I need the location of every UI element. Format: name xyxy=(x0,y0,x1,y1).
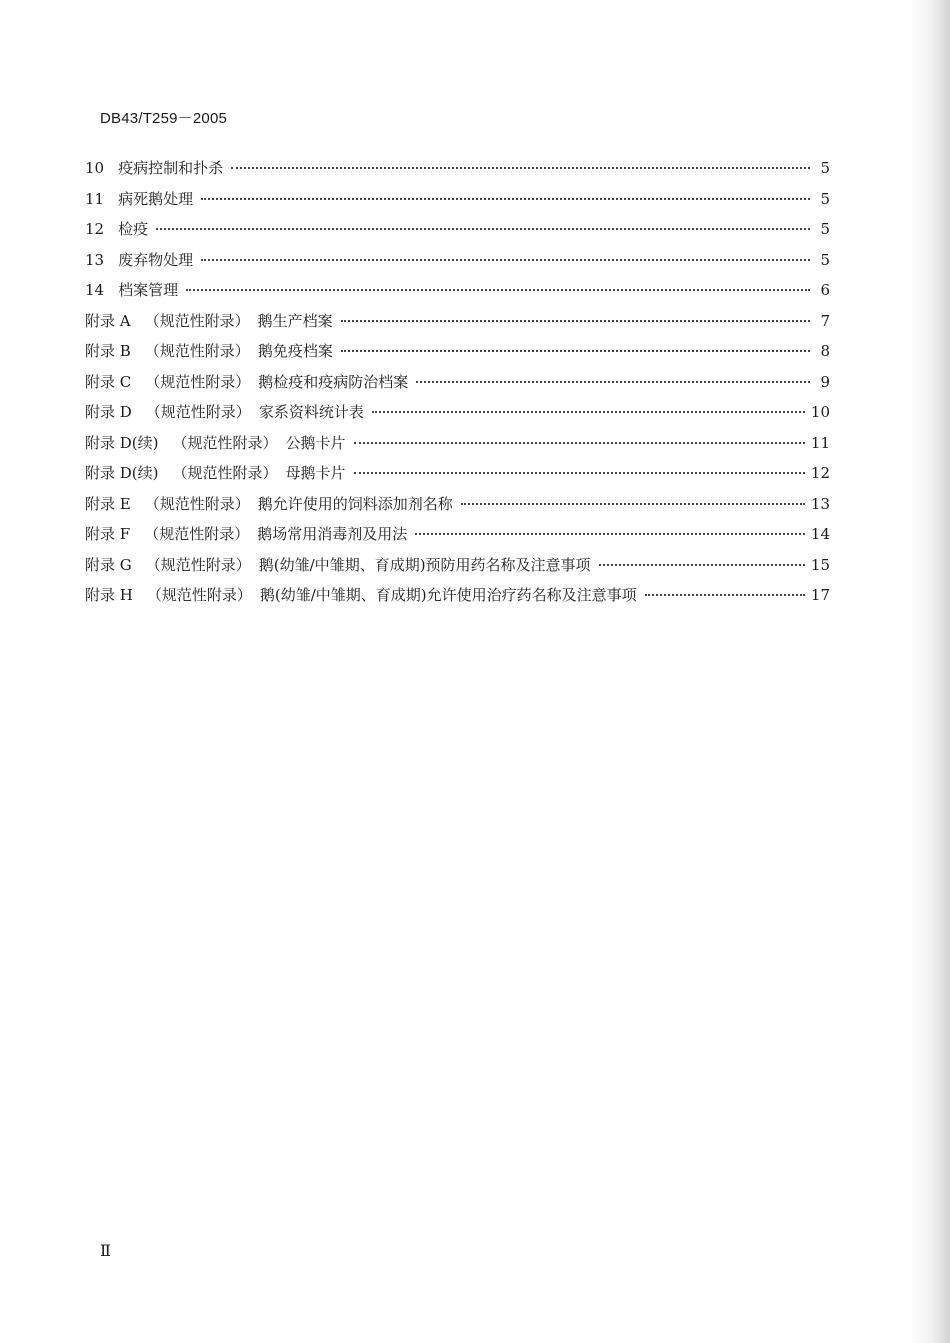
toc-entry-title: 鹅(幼雏/中雏期、育成期)允许使用治疗药名称及注意事项 xyxy=(259,586,637,604)
toc-entry[interactable] xyxy=(85,249,830,280)
toc-entry[interactable] xyxy=(85,371,830,402)
toc-entry-number: 附录 E xyxy=(85,494,131,513)
toc-dot-leader xyxy=(416,381,810,383)
toc-entry-title: 鹅生产档案 xyxy=(257,311,333,330)
toc-entry-number: 附录 C xyxy=(85,372,132,391)
toc-entry[interactable] xyxy=(85,188,830,219)
toc-entry-title: 鹅免疫档案 xyxy=(257,342,333,360)
toc-dot-leader xyxy=(201,198,810,200)
toc-entry-page: 10 xyxy=(810,403,830,421)
toc-dot-leader xyxy=(415,533,805,535)
toc-dot-leader xyxy=(341,350,810,352)
toc-entry[interactable] xyxy=(85,554,830,585)
toc-entry-annex-type: （规范性附录） xyxy=(172,464,278,482)
toc-entry-page: 12 xyxy=(810,464,830,482)
toc-entry-number: 附录 D xyxy=(85,403,132,421)
toc-entry-page: 7 xyxy=(820,311,830,330)
toc-entry-title: 家系资料统计表 xyxy=(258,403,364,421)
toc-entry-annex-type: （规范性附录） xyxy=(146,586,252,604)
toc-entry-number: 附录 D(续) xyxy=(85,464,159,482)
toc-entry-annex-type: （规范性附录） xyxy=(144,311,250,330)
toc-entry[interactable] xyxy=(85,493,830,524)
toc-entry-title: 鹅场常用消毒剂及用法 xyxy=(257,525,408,543)
toc-entry-title: 档案管理 xyxy=(118,281,179,299)
toc-entry-annex-type: （规范性附录） xyxy=(145,555,251,574)
toc-entry-number: 附录 B xyxy=(85,342,131,360)
toc-entry[interactable] xyxy=(85,310,830,341)
toc-entry-page: 8 xyxy=(820,342,830,360)
toc-entry[interactable] xyxy=(85,432,830,463)
toc-entry-number: 11 xyxy=(85,189,105,208)
toc-entry-title: 疫病控制和扑杀 xyxy=(118,159,224,177)
toc-entry[interactable] xyxy=(85,584,830,615)
toc-entry-number: 附录 F xyxy=(85,525,131,543)
toc-entry-number: 12 xyxy=(85,220,105,238)
toc-entry-page: 11 xyxy=(810,433,830,452)
toc-entry-page: 17 xyxy=(810,586,830,604)
toc-entry[interactable] xyxy=(85,218,830,249)
toc-entry-title: 公鹅卡片 xyxy=(285,433,346,452)
toc-entry[interactable] xyxy=(85,523,830,554)
toc-entry-annex-type: （规范性附录） xyxy=(145,372,251,391)
toc-entry-title: 检疫 xyxy=(118,220,149,238)
toc-dot-leader xyxy=(231,167,810,169)
table-of-contents xyxy=(85,157,830,615)
toc-entry-title: 鹅允许使用的饲料添加剂名称 xyxy=(257,494,453,513)
scan-edge-shadow xyxy=(910,0,950,1343)
toc-entry-title: 病死鹅处理 xyxy=(118,189,194,208)
toc-dot-leader xyxy=(461,503,805,505)
toc-entry-page: 15 xyxy=(810,555,830,574)
toc-entry[interactable] xyxy=(85,279,830,310)
toc-entry-number: 10 xyxy=(85,159,105,177)
toc-dot-leader xyxy=(201,259,810,261)
toc-entry-title: 废弃物处理 xyxy=(118,250,194,269)
page-number: Ⅱ xyxy=(100,1241,111,1260)
toc-entry[interactable] xyxy=(85,340,830,371)
toc-entry-annex-type: （规范性附录） xyxy=(144,494,250,513)
toc-entry[interactable] xyxy=(85,157,830,188)
toc-entry-number: 附录 G xyxy=(85,555,132,574)
toc-entry-annex-type: （规范性附录） xyxy=(145,403,251,421)
toc-entry-page: 9 xyxy=(820,372,830,391)
toc-entry-title: 母鹅卡片 xyxy=(285,464,346,482)
toc-entry-page: 5 xyxy=(820,159,830,177)
toc-entry-page: 5 xyxy=(820,189,830,208)
toc-entry-number: 13 xyxy=(85,250,105,269)
toc-entry-annex-type: （规范性附录） xyxy=(144,525,250,543)
toc-dot-leader xyxy=(599,564,805,566)
toc-entry[interactable] xyxy=(85,462,830,493)
toc-entry[interactable] xyxy=(85,401,830,432)
toc-entry-number: 14 xyxy=(85,281,105,299)
toc-entry-annex-type: （规范性附录） xyxy=(172,433,278,452)
toc-entry-page: 13 xyxy=(810,494,830,513)
document-code: DB43/T259－2005 xyxy=(100,110,228,127)
toc-entry-title: 鹅检疫和疫病防治档案 xyxy=(258,372,409,391)
toc-entry-number: 附录 D(续) xyxy=(85,433,159,452)
toc-entry-page: 5 xyxy=(820,250,830,269)
toc-entry-number: 附录 H xyxy=(85,586,133,604)
toc-entry-page: 5 xyxy=(820,220,830,238)
toc-entry-number: 附录 A xyxy=(85,311,131,330)
toc-entry-page: 14 xyxy=(810,525,830,543)
toc-dot-leader xyxy=(372,411,805,413)
toc-dot-leader xyxy=(354,442,805,444)
toc-dot-leader xyxy=(341,320,810,322)
toc-dot-leader xyxy=(645,594,805,596)
toc-entry-title: 鹅(幼雏/中雏期、育成期)预防用药名称及注意事项 xyxy=(258,555,591,574)
toc-dot-leader xyxy=(354,472,805,474)
toc-entry-page: 6 xyxy=(820,281,830,299)
toc-dot-leader xyxy=(156,228,810,230)
toc-entry-annex-type: （规范性附录） xyxy=(144,342,250,360)
toc-dot-leader xyxy=(186,289,810,291)
